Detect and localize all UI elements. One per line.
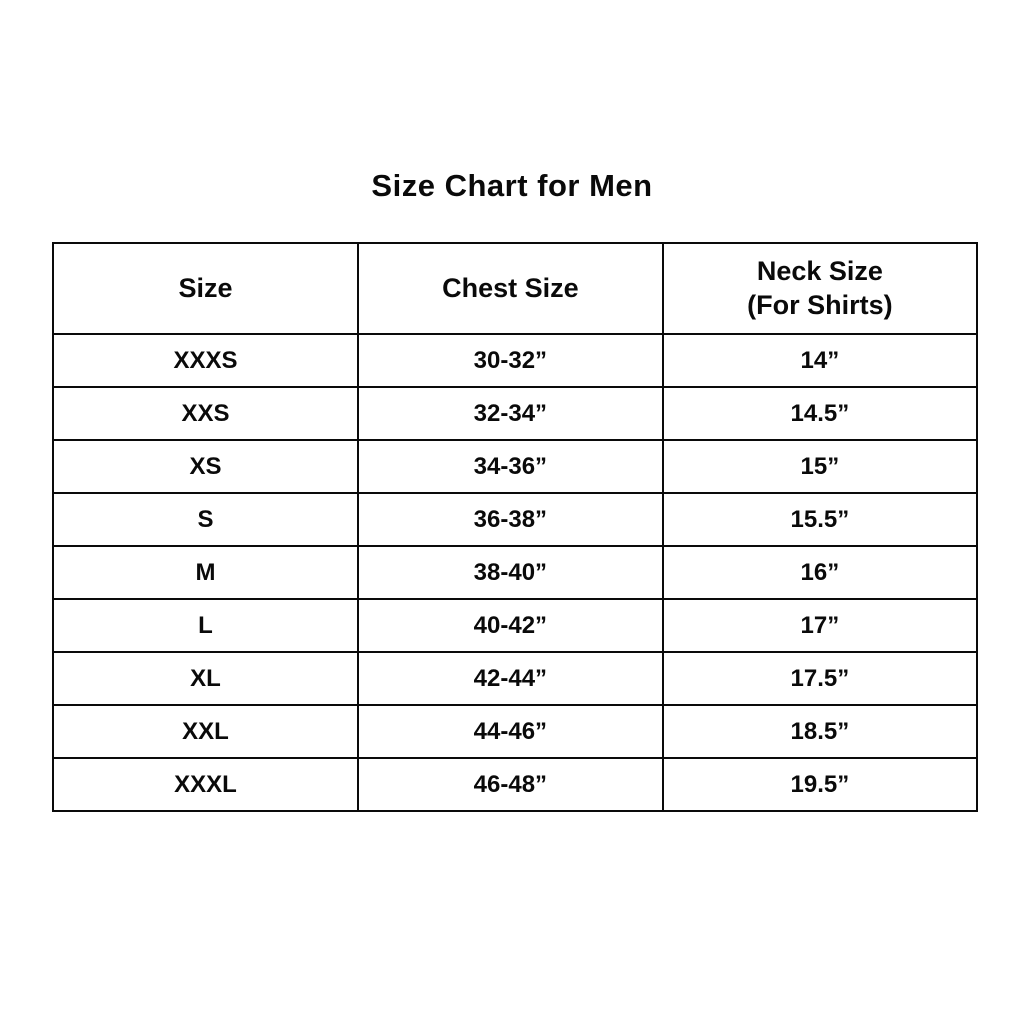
size-cell: XXL — [53, 705, 358, 758]
column-header-neck-size-line2: (For Shirts) — [747, 289, 893, 320]
chest-size-cell: 46-48” — [358, 758, 663, 811]
table-row — [53, 387, 977, 440]
size-cell: M — [53, 546, 358, 599]
table-row — [53, 493, 977, 546]
table-row — [53, 599, 977, 652]
table-row — [53, 440, 977, 493]
table-row — [53, 652, 977, 705]
table-row — [53, 334, 977, 387]
chest-size-cell: 40-42” — [358, 599, 663, 652]
neck-size-cell: 18.5” — [663, 705, 977, 758]
neck-size-cell: 17.5” — [663, 652, 977, 705]
chest-size-cell: 32-34” — [358, 387, 663, 440]
size-cell: L — [53, 599, 358, 652]
table-row — [53, 546, 977, 599]
neck-size-cell: 15” — [663, 440, 977, 493]
table-row — [53, 705, 977, 758]
chest-size-cell: 34-36” — [358, 440, 663, 493]
table-header-row — [53, 243, 977, 334]
column-header-neck-size — [663, 243, 977, 334]
size-cell: XXXL — [53, 758, 358, 811]
table-row — [53, 758, 977, 811]
column-header-size — [53, 243, 358, 334]
chest-size-cell: 30-32” — [358, 334, 663, 387]
size-chart-table — [52, 242, 978, 812]
column-header-chest-size-label: Chest Size — [442, 272, 579, 303]
size-cell: XS — [53, 440, 358, 493]
neck-size-cell: 14.5” — [663, 387, 977, 440]
chest-size-cell: 36-38” — [358, 493, 663, 546]
neck-size-cell: 16” — [663, 546, 977, 599]
column-header-size-label: Size — [178, 272, 233, 303]
neck-size-cell: 17” — [663, 599, 977, 652]
column-header-chest-size — [358, 243, 663, 334]
chest-size-cell: 42-44” — [358, 652, 663, 705]
size-cell: XL — [53, 652, 358, 705]
neck-size-cell: 15.5” — [663, 493, 977, 546]
chest-size-cell: 38-40” — [358, 546, 663, 599]
column-header-neck-size-line1: Neck Size — [756, 255, 883, 286]
neck-size-cell: 14” — [663, 334, 977, 387]
neck-size-cell: 19.5” — [663, 758, 977, 811]
size-cell: XXXS — [53, 334, 358, 387]
size-cell: S — [53, 493, 358, 546]
size-cell: XXS — [53, 387, 358, 440]
chest-size-cell: 44-46” — [358, 705, 663, 758]
page-title: Size Chart for Men — [371, 168, 653, 203]
